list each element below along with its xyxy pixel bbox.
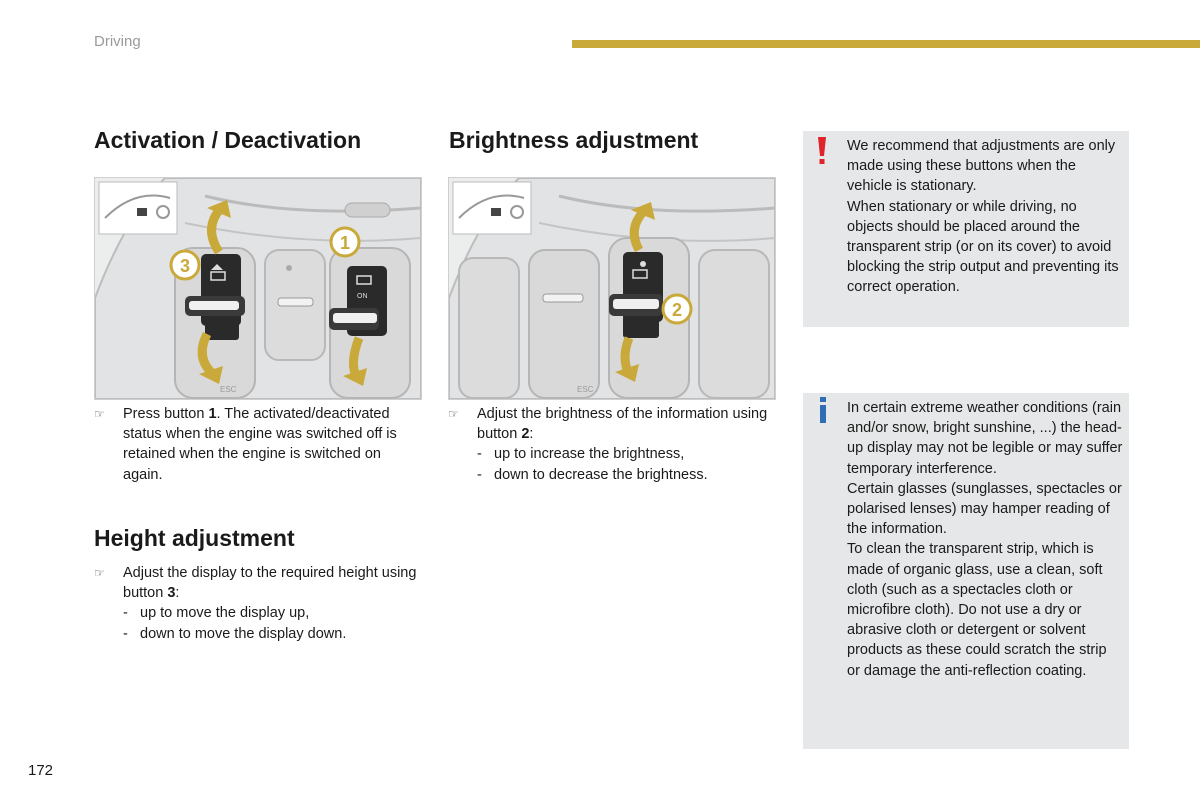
warning-text: We recommend that adjustments are only made using these buttons when the vehicle is stationary. xyxy=(847,138,1116,195)
exclamation-icon xyxy=(817,137,827,165)
illustration-brightness xyxy=(448,177,776,400)
header-accent-bar xyxy=(572,40,1200,48)
info-text: To clean the transparent strip, which is made of organic glass, use a clean, soft cloth (such as a spectacles cloth or microfibre cloth). Do not use a dry or abrasive cloth or detergent or solvent products as these could scratch the strip or damage the anti-reflection coating. xyxy=(847,541,1107,679)
button-number: 2 xyxy=(521,426,530,443)
info-box xyxy=(803,393,1129,749)
page-number: 172 xyxy=(28,762,54,779)
sub-item: - down to move the display down. xyxy=(94,624,420,644)
button-number: 3 xyxy=(167,585,176,602)
on-label: ON xyxy=(357,293,368,300)
warning-text: When stationary or while driving, no objects should be placed around the transparent strip (or on its cover) to avoid blocking the strip output and preventing its correct operation. xyxy=(847,198,1119,296)
button-number: 1 xyxy=(208,406,217,422)
warning-box xyxy=(803,131,1129,327)
esc-label: ESC xyxy=(577,385,594,394)
height-instruction: ☞ Adjust the display to the required height using button 3: - up to move the display up, - down to move the display down. xyxy=(94,563,420,644)
info-text: Certain glasses (sunglasses, spectacles or polarised lenses) may hamper reading of the information. xyxy=(847,480,1122,538)
pointing-hand-icon: ☞ xyxy=(94,407,105,421)
illustration-activation-height xyxy=(94,177,422,400)
esc-label: ESC xyxy=(220,385,237,394)
section-label: Driving xyxy=(94,33,141,50)
activation-instruction: ☞ Press button 1. The activated/deactivated status when the engine was switched off is retained when the engine is switched on again. xyxy=(94,406,397,483)
info-icon xyxy=(818,397,828,423)
brightness-title: Brightness adjustment xyxy=(449,127,699,153)
activation-title: Activation / Deactivation xyxy=(94,127,362,153)
sub-item: - up to increase the brightness, xyxy=(448,444,774,464)
sub-item: - up to move the display up, xyxy=(94,603,420,623)
height-title: Height adjustment xyxy=(94,525,295,551)
pointing-hand-icon: ☞ xyxy=(94,566,105,580)
callout-2: 2 xyxy=(671,300,683,320)
callout-3: 3 xyxy=(179,256,191,276)
sub-item: - down to decrease the brightness. xyxy=(448,465,774,485)
brightness-instruction: ☞ Adjust the brightness of the information using button 2: - up to increase the brightness, - down to decrease the brightness. xyxy=(448,404,774,485)
pointing-hand-icon: ☞ xyxy=(448,407,459,421)
callout-1: 1 xyxy=(339,233,351,253)
info-text: In certain extreme weather conditions (rain and/or snow, bright sunshine, ...) the head-up display may not be legible or may suffer temporary interference. xyxy=(847,400,1123,477)
